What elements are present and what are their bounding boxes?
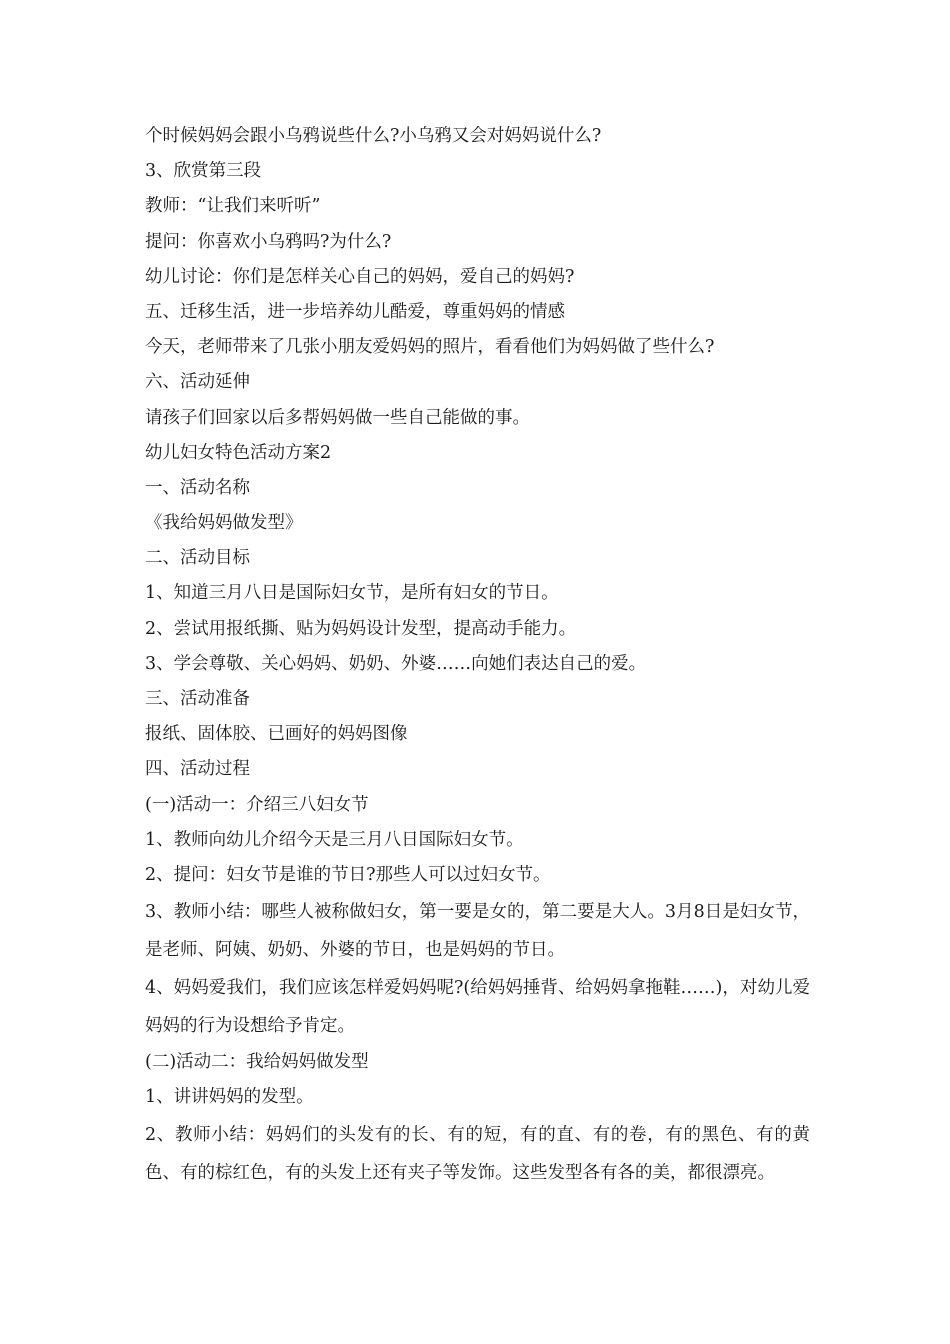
text-line: 教师：“让我们来听听” [145,196,321,217]
section-heading: 六、活动延伸 [145,372,250,393]
text-line: 3、学会尊敬、关心妈妈、奶奶、外婆……向她们表达自己的爱。 [145,653,647,674]
paragraph-hair: 2、教师小结：妈妈们的头发有的长、有的短，有的直、有的卷，有的黑色、有的黄色、有的棕红色，有的头发上还有夹子等发饰。这些发型各有各的美，都很漂亮。 [145,1124,810,1183]
text-line: 个时候妈妈会跟小乌鸦说些什么?小乌鸦又会对妈妈说什么? [145,126,602,146]
text-line: 1、讲讲妈妈的发型。 [145,1087,314,1108]
subsection-heading: (二)活动二：我给妈妈做发型 [145,1052,369,1073]
text-line: 2、尝试用报纸撕、贴为妈妈设计发型，提高动手能力。 [145,618,577,639]
section-heading: 二、活动目标 [145,548,250,569]
text-line: 今天，老师带来了几张小朋友爱妈妈的照片，看看他们为妈妈做了些什么? [145,337,715,358]
text-line: 报纸、固体胶、已画好的妈妈图像 [145,724,408,745]
text-line: 1、教师向幼儿介绍今天是三月八日国际妇女节。 [145,829,524,850]
text-line: 1、知道三月八日是国际妇女节，是所有妇女的节日。 [145,583,559,604]
document-title: 幼儿妇女特色活动方案2 [145,442,332,463]
text-line: 《我给妈妈做发型》 [145,513,303,534]
text-line: 请孩子们回家以后多帮妈妈做一些自己能做的事。 [145,407,530,428]
section-heading: 3、欣赏第三段 [145,161,262,182]
section-heading: 三、活动准备 [145,689,250,709]
text-line: 提问：你喜欢小乌鸦吗?为什么? [145,231,392,252]
document-body [145,119,810,1230]
paragraph-summary: 3、教师小结：哪些人被称做妇女，第一要是女的，第二要是大人。3月8日是妇女节，是老师、阿姨、奶奶、外婆的节日，也是妈妈的节日。 [145,902,810,961]
paragraph-love: 4、妈妈爱我们，我们应该怎样爱妈妈呢?(给妈妈捶背、给妈妈拿拖鞋……)，对幼儿爱妈妈的行为设想给予肯定。 [145,978,810,1037]
section-heading: 五、迁移生活，进一步培养幼儿酷爱，尊重妈妈的情感 [145,301,565,322]
text-line: 2、提问：妇女节是谁的节日?那些人可以过妇女节。 [145,864,551,885]
text-line: 幼儿讨论：你们是怎样关心自己的妈妈，爱自己的妈妈? [145,266,575,287]
subsection-heading: (一)活动一：介绍三八妇女节 [145,794,369,815]
section-heading: 四、活动过程 [145,759,250,780]
section-heading: 一、活动名称 [145,477,250,498]
